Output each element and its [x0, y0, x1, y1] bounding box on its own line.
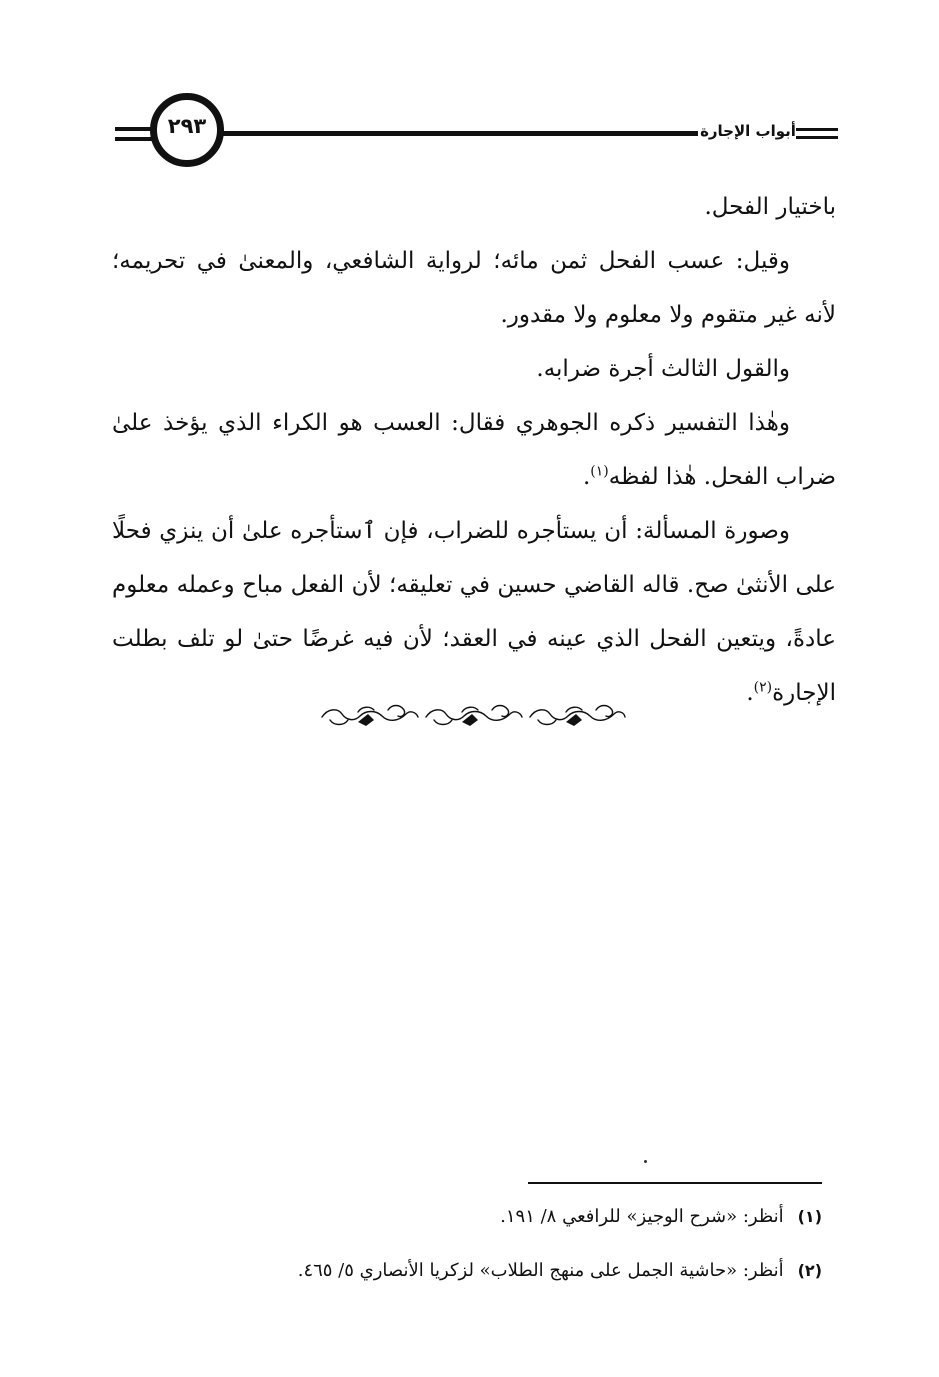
footnote-ref-1[interactable]: (١)	[590, 463, 609, 480]
paragraph-2: وقيل: عسب الفحل ثمن مائه؛ لرواية الشافعي، والمعنىٰ في تحريمه؛ لأنه غير متقوم ولا معلوم ولا مقدور.	[112, 248, 836, 328]
page-number-badge	[150, 93, 224, 167]
paragraph-4-text: وهٰذا التفسير ذكره الجوهري فقال: العسب هو الكراء الذي يؤخذ علىٰ ضراب الفحل. هٰذا لفظه	[112, 410, 836, 490]
header-rule-right-top	[796, 128, 838, 131]
speck	[644, 1160, 647, 1163]
footnote-ref-2[interactable]: (٢)	[753, 679, 773, 696]
footnote-1-text: أنظر: «شرح الوجيز» للرافعي ٨/ ١٩١.	[500, 1206, 784, 1227]
paragraph-4	[112, 396, 836, 504]
paragraph-3: والقول الثالث أجرة ضرابه.	[536, 356, 790, 382]
paragraph-5-end: .	[746, 680, 754, 706]
paragraph-5	[112, 504, 836, 720]
header-rule-middle	[218, 131, 698, 136]
footnote-1-number: (١)	[797, 1207, 822, 1226]
footnotes	[150, 1190, 822, 1298]
header-rule-right-bottom	[796, 136, 838, 139]
footnote-2-text: أنظر: «حاشية الجمل على منهج الطلاب» لزكريا الأنصاري ٥/ ٤٦٥.	[297, 1260, 784, 1281]
footnote-1	[150, 1190, 822, 1244]
page-number: ٢٩٣	[167, 113, 207, 138]
paragraph-1: باختيار الفحل.	[704, 194, 836, 220]
footnote-2-number: (٢)	[797, 1261, 822, 1280]
main-text	[112, 180, 836, 720]
footnote-separator	[528, 1182, 822, 1184]
paragraph-5-text: وصورة المسألة: أن يستأجره للضراب، فإن ٱستأجره علىٰ أن ينزي فحلًا على الأنثىٰ صح. قاله القاضي حسين في تعليقه؛ لأن الفعل مباح وعمله معلوم عادةً، ويتعين الفحل الذي عينه في العقد؛ لأن فيه غرضًا حتىٰ لو تلف بطلت الإجارة	[112, 518, 836, 706]
footnote-2	[150, 1244, 822, 1298]
ornament-divider	[318, 700, 628, 734]
paragraph-4-end: .	[582, 464, 591, 490]
running-title: أبواب الإجارة	[700, 116, 796, 146]
